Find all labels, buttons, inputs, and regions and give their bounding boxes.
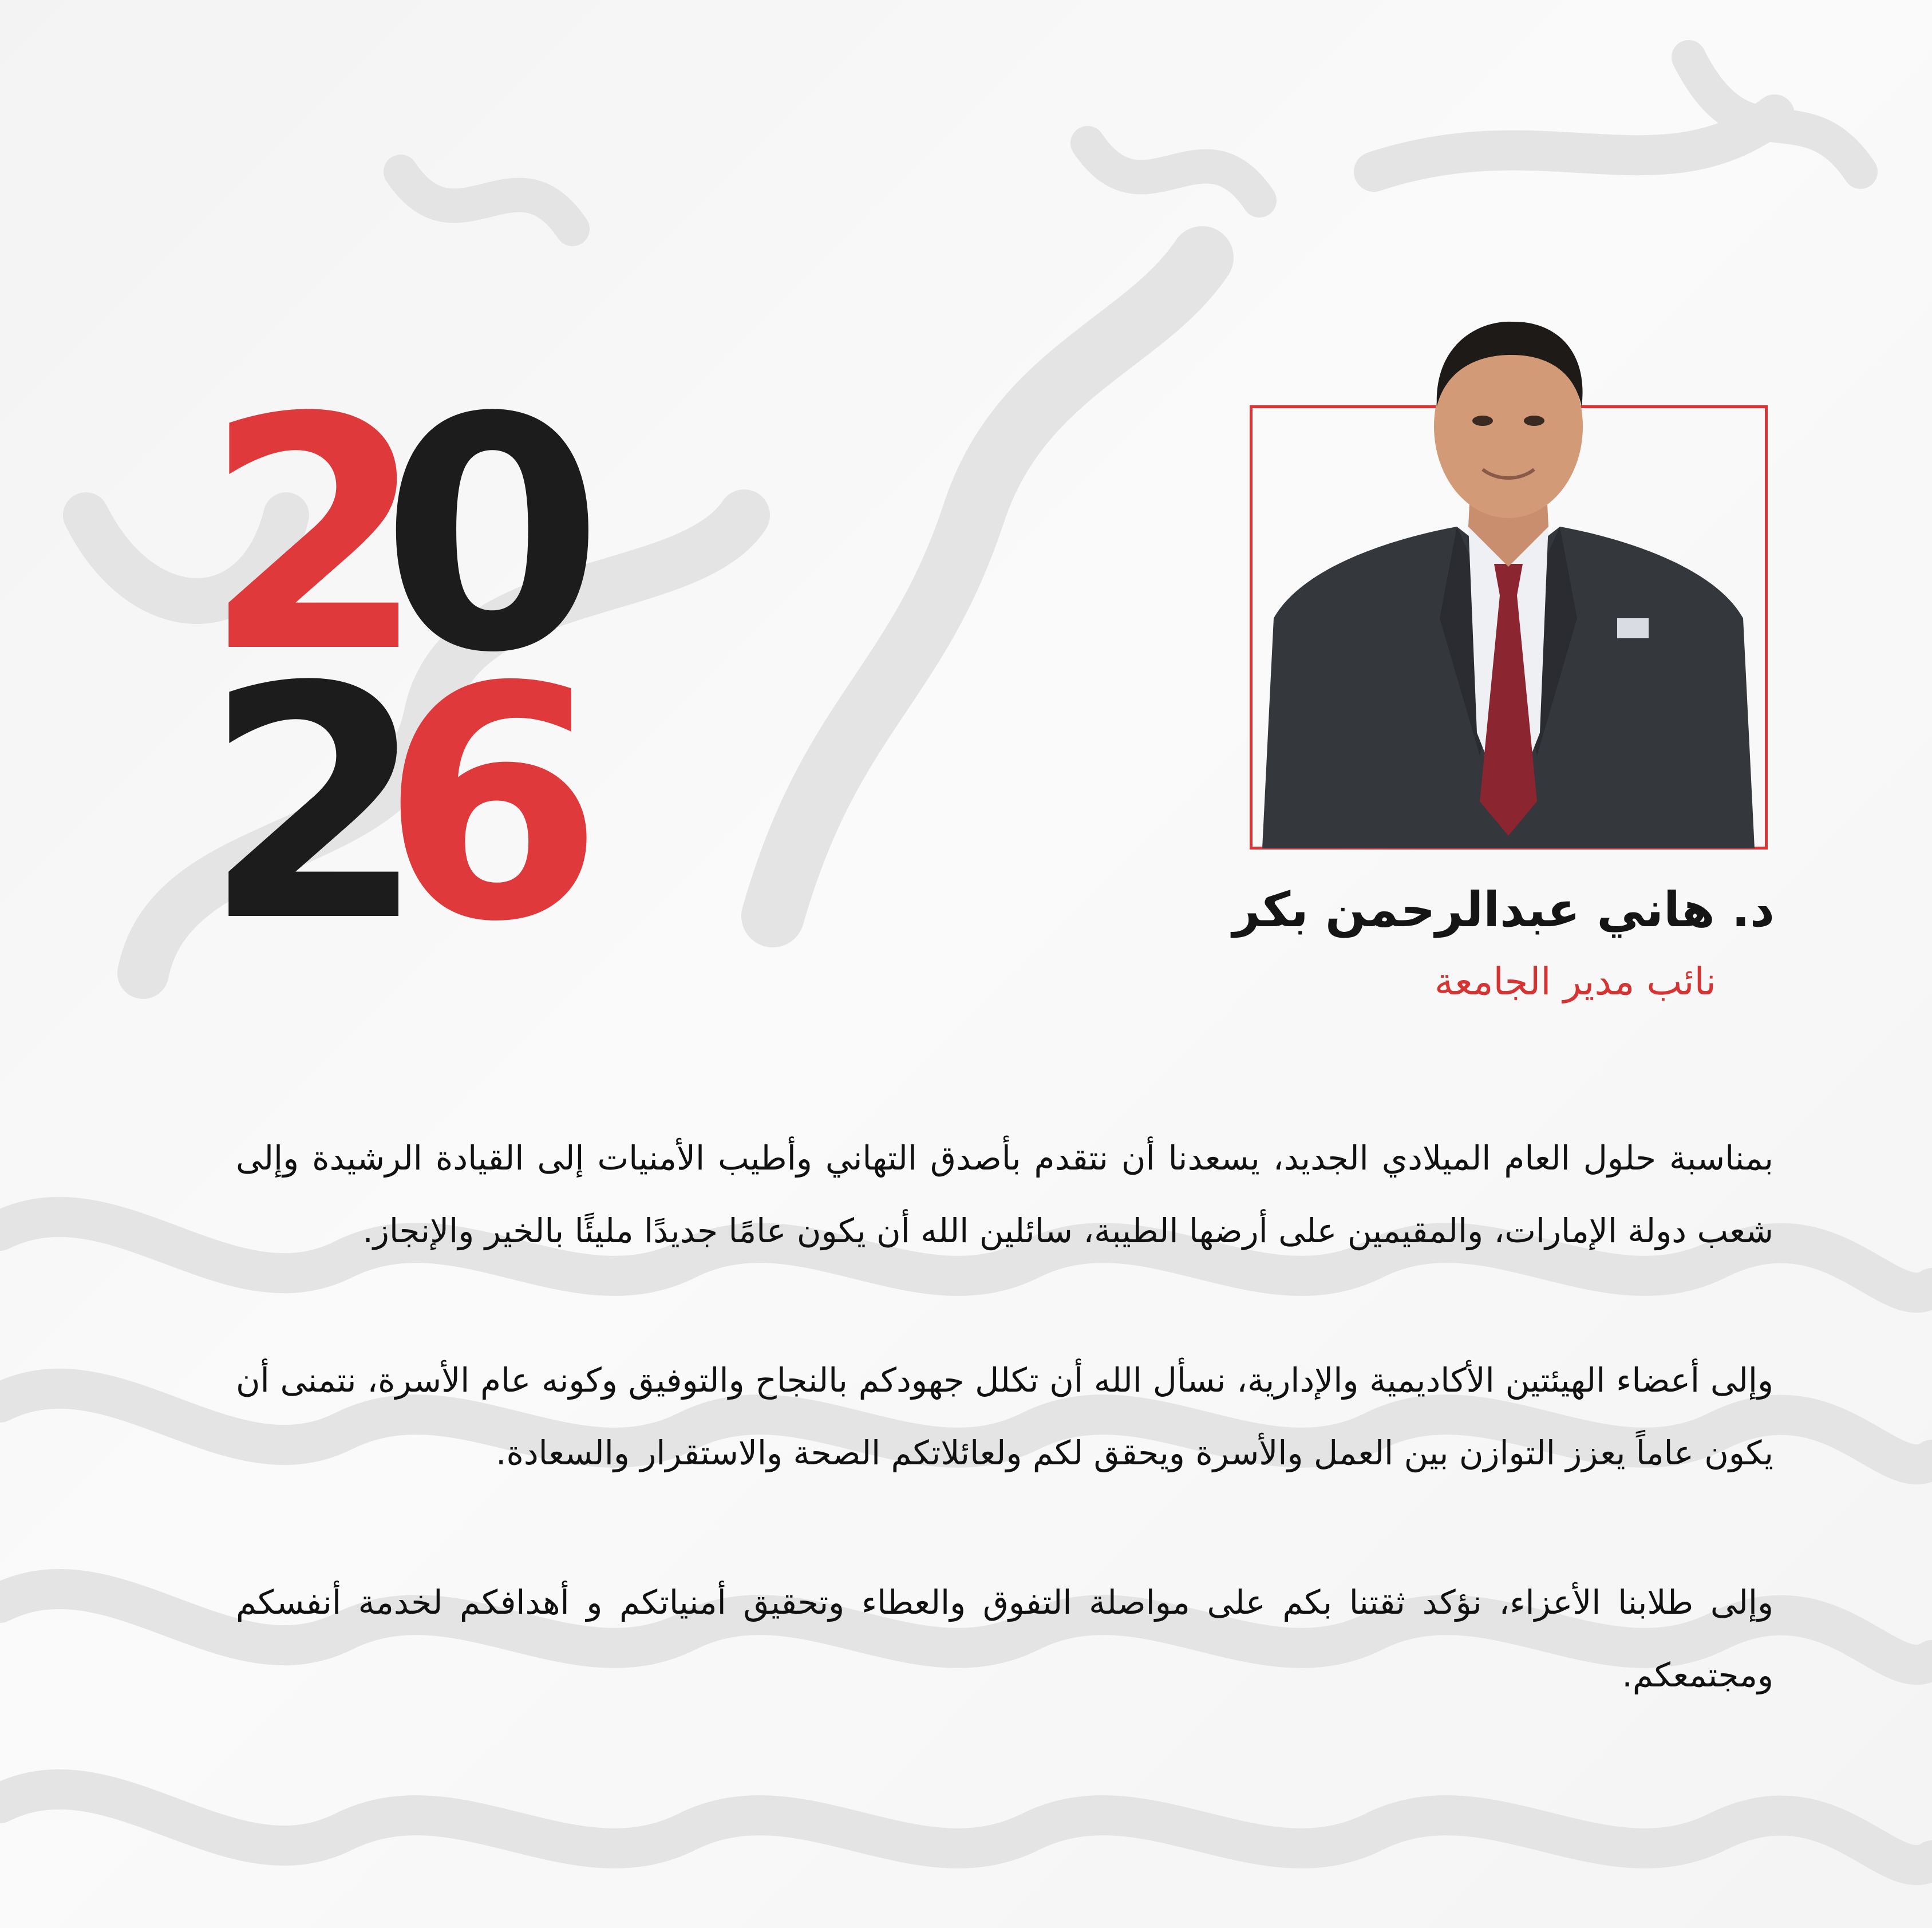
person-name: د. هاني عبدالرحمن بكر [1232, 882, 1775, 938]
person-title: نائب مدير الجامعة [1434, 959, 1716, 1003]
year-2026-graphic [195, 343, 653, 950]
year-digit-2-top: 2 [203, 350, 426, 723]
message-paragraph-1: بمناسبة حلول العام الميلادي الجديد، يسعدنا أن نتقدم بأصدق التهاني وأطيب الأمنيات إلى القيادة الرشيدة وإلى شعب دولة الإمارات، والمقيمين على أرضها الطيبة، سائلين الله أن يكون عامًا جديدًا مليئًا بالخير والإنجاز. [236, 1139, 1773, 1250]
portrait-photo [1251, 298, 1767, 848]
year-digit-2-bottom: 2 [203, 619, 426, 950]
message-body [236, 1122, 1773, 1788]
message-paragraph-3: وإلى طلابنا الأعزاء، نؤكد ثقتنا بكم على مواصلة التفوق والعطاء وتحقيق أمنياتكم و أهدافكم لخدمة أنفسكم ومجتمعكم. [236, 1583, 1773, 1694]
message-paragraph-2: وإلى أعضاء الهيئتين الأكاديمية والإدارية، نسأل الله أن تكلل جهودكم بالنجاح والتوفيق وكونه عام الأسرة، نتمنى أن يكون عاماً يعزز التوازن بين العمل والأسرة ويحقق لكم ولعائلاتكم الصحة والاستقرار والسعادة. [236, 1361, 1773, 1472]
year-digit-6: 6 [381, 619, 604, 950]
year-digit-0: 0 [381, 350, 604, 723]
